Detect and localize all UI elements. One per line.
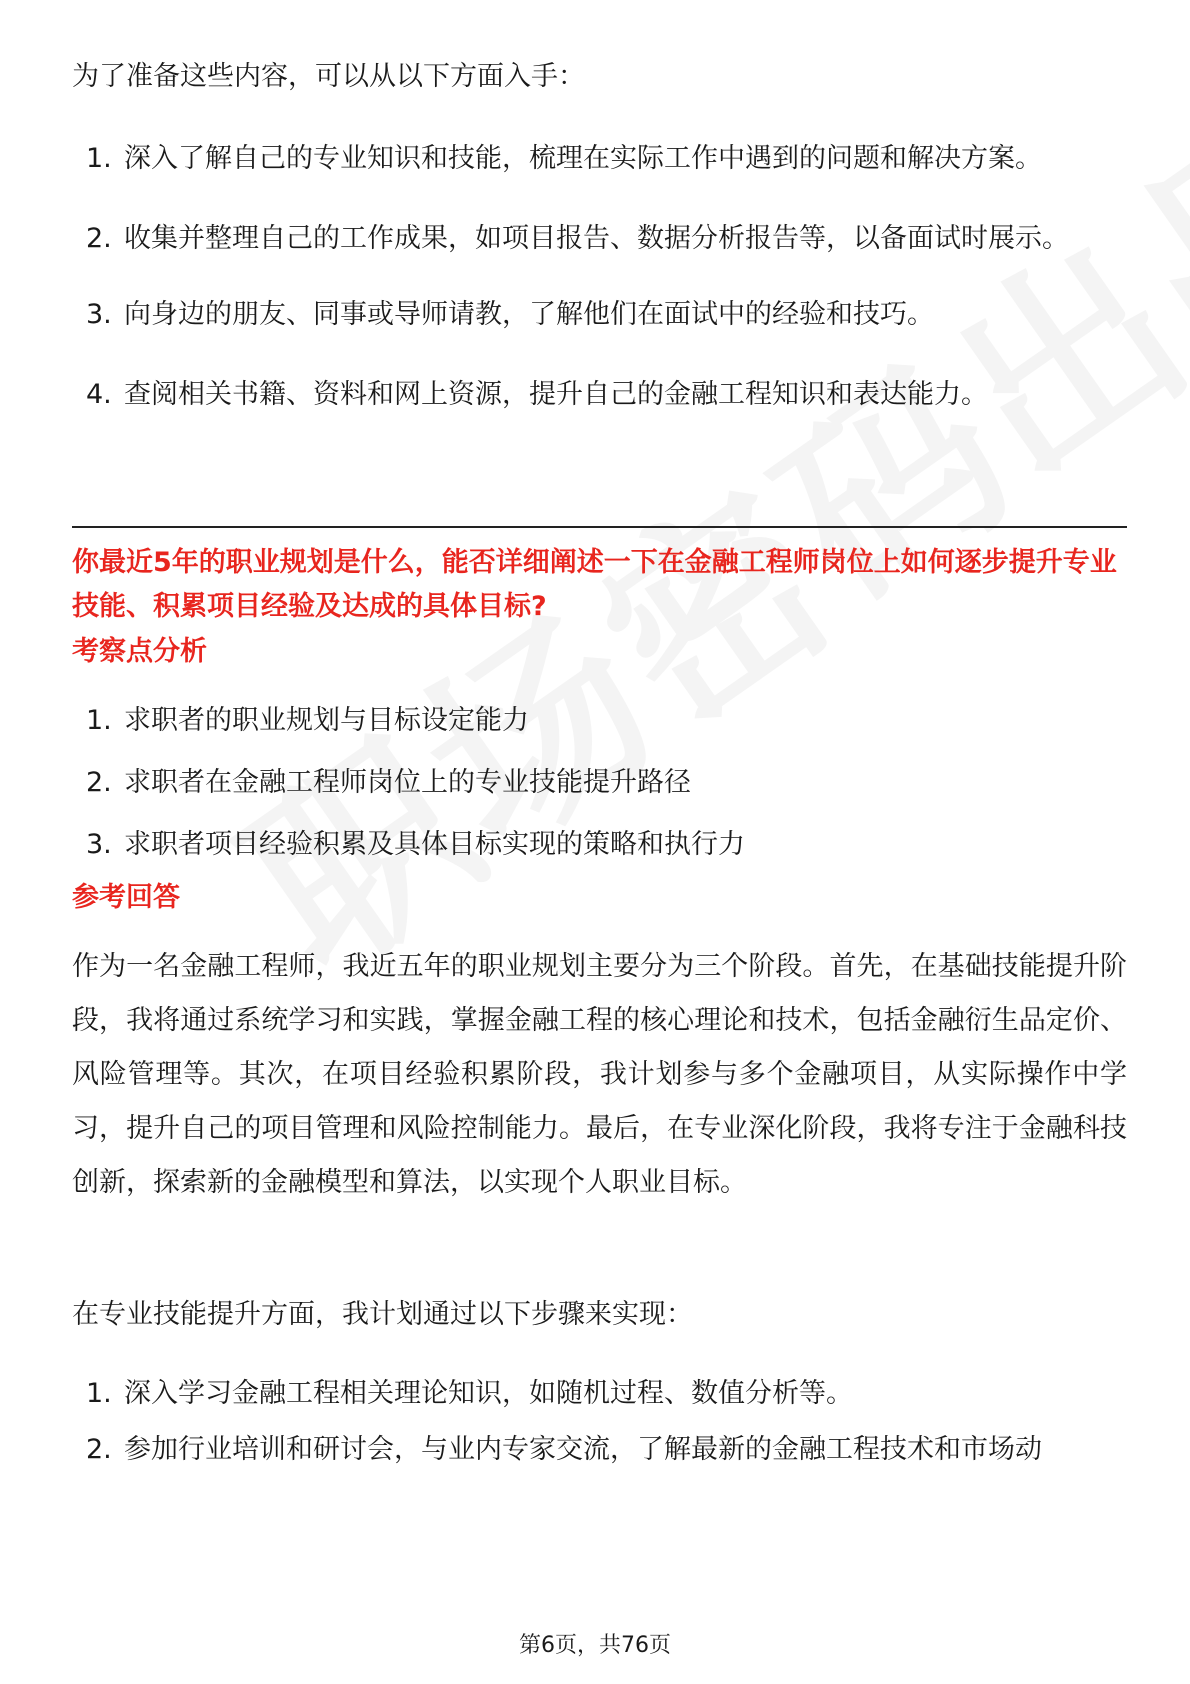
steps-intro: 在专业技能提升方面，我计划通过以下步骤来实现： (72, 1299, 693, 1330)
list-item (72, 1422, 1127, 1478)
list-text: 求职者在金融工程师岗位上的专业技能提升路径 (124, 767, 691, 798)
list-number: 1. (86, 1378, 112, 1409)
list-number: 3. (86, 299, 112, 330)
list-item (72, 1366, 1127, 1422)
list-number: 1. (86, 705, 112, 736)
analysis-heading: 考察点分析 (72, 636, 207, 667)
list-item (72, 690, 1127, 752)
list-number: 1. (86, 143, 112, 174)
list-number: 2. (86, 1434, 112, 1465)
section-divider (72, 526, 1127, 528)
answer-paragraph: 作为一名金融工程师，我近五年的职业规划主要分为三个阶段。首先，在基础技能提升阶段，我将通过系统学习和实践，掌握金融工程的核心理论和技术，包括金融衍生品定价、风险管理等。其次，在项目经验积累阶段，我计划参与多个金融项目，从实际操作中学习，提升自己的项目管理和风险控制能力。最后，在专业深化阶段，我将专注于金融科技创新，探索新的金融模型和算法，以实现个人职业目标。 (72, 951, 1127, 1198)
list-text: 深入了解自己的专业知识和技能，梳理在实际工作中遇到的问题和解决方案。 (124, 143, 1042, 174)
list-text: 收集并整理自己的工作成果，如项目报告、数据分析报告等，以备面试时展示。 (124, 223, 1069, 254)
answer-heading: 参考回答 (72, 882, 180, 913)
list-item (72, 130, 1127, 188)
prep-list (72, 130, 1127, 424)
list-text: 参加行业培训和研讨会，与业内专家交流，了解最新的金融工程技术和市场动 (124, 1434, 1042, 1465)
list-number: 3. (86, 829, 112, 860)
list-item (72, 286, 1127, 344)
list-number: 2. (86, 767, 112, 798)
list-text: 向身边的朋友、同事或导师请教，了解他们在面试中的经验和技巧。 (124, 299, 934, 330)
steps-list (72, 1366, 1127, 1478)
list-text: 查阅相关书籍、资料和网上资源，提升自己的金融工程知识和表达能力。 (124, 379, 988, 410)
list-number: 4. (86, 379, 112, 410)
list-item (72, 752, 1127, 814)
intro-text: 为了准备这些内容，可以从以下方面入手： (72, 61, 585, 92)
list-text: 深入学习金融工程相关理论知识，如随机过程、数值分析等。 (124, 1378, 853, 1409)
list-text: 求职者项目经验积累及具体目标实现的策略和执行力 (124, 829, 745, 860)
analysis-list (72, 690, 1127, 876)
list-item (72, 210, 1127, 268)
list-text: 求职者的职业规划与目标设定能力 (124, 705, 529, 736)
list-number: 2. (86, 223, 112, 254)
page-footer: 第6页，共76页 (519, 1633, 671, 1658)
list-item (72, 814, 1127, 876)
interview-question: 你最近5年的职业规划是什么，能否详细阐述一下在金融工程师岗位上如何逐步提升专业技能、积累项目经验及达成的具体目标? (72, 547, 1117, 622)
list-item (72, 366, 1127, 424)
